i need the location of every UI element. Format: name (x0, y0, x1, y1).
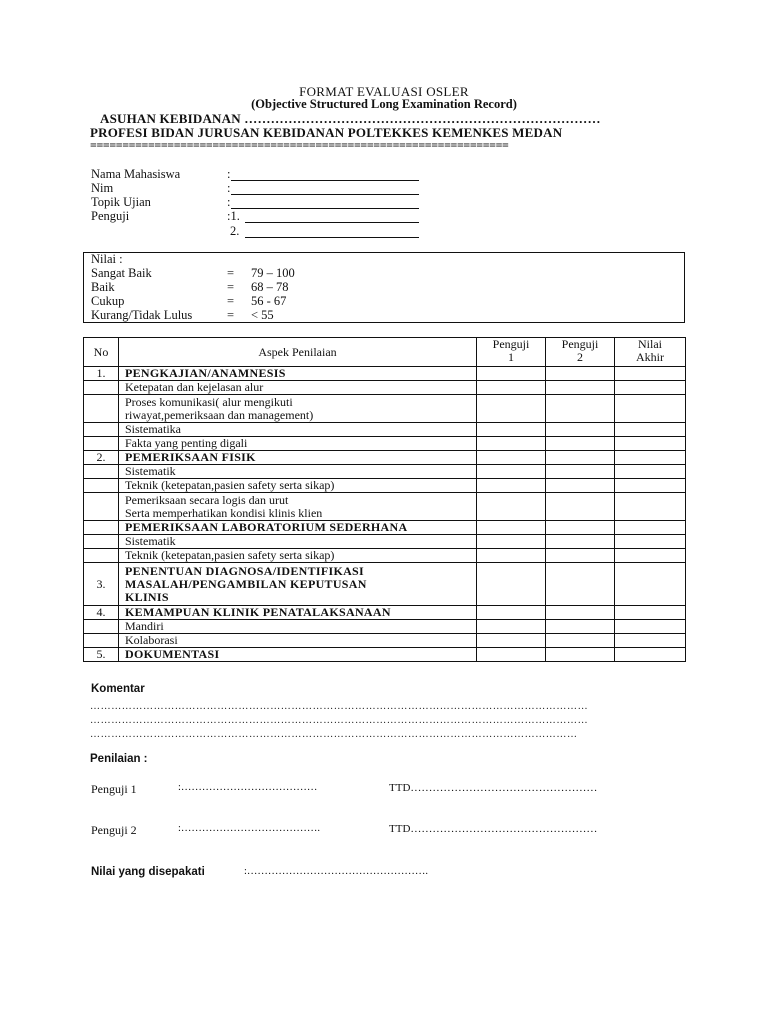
form-title: FORMAT EVALUASI OSLER (299, 84, 469, 99)
table-row (84, 549, 686, 563)
grade-row-sangat-baik (91, 266, 681, 281)
row-no (84, 521, 119, 535)
nama-mahasiswa-field[interactable] (231, 180, 419, 181)
penguji-label: Penguji (91, 209, 130, 223)
table-row (84, 493, 686, 521)
penguji1-cell[interactable] (477, 535, 546, 549)
penguji2-cell[interactable] (546, 634, 615, 648)
penguji1-cell[interactable] (477, 606, 546, 620)
grade-range: 79 – 100 (251, 266, 295, 280)
penguji2-cell[interactable] (546, 493, 615, 521)
nilai-akhir-cell[interactable] (615, 381, 686, 395)
row-no: 5. (84, 648, 119, 662)
penguji2-prefix: 2. (230, 224, 240, 238)
nilai-akhir-cell[interactable] (615, 606, 686, 620)
nilai-akhir-cell[interactable] (615, 521, 686, 535)
nilai-akhir-cell[interactable] (615, 437, 686, 451)
penguji2-cell[interactable] (546, 367, 615, 381)
penguji2-cell[interactable] (546, 606, 615, 620)
table-row (84, 563, 686, 606)
penguji2-cell[interactable] (546, 423, 615, 437)
penguji1-cell[interactable] (477, 465, 546, 479)
penguji2-cell[interactable] (546, 535, 615, 549)
nilai-akhir-cell[interactable] (615, 634, 686, 648)
penguji2-cell[interactable] (546, 549, 615, 563)
nilai-akhir-cell[interactable] (615, 423, 686, 437)
row-aspek: Proses komunikasi( alur mengikuti riwayat,pemeriksaan dan management) (119, 395, 477, 423)
penguji1-sign-field[interactable]: :………………………………… (178, 782, 318, 793)
row-no (84, 423, 119, 437)
table-row (84, 535, 686, 549)
table-row (84, 367, 686, 381)
penguji1-cell[interactable] (477, 381, 546, 395)
row-aspek: Pemeriksaan secara logis dan urut Serta memperhatikan kondisi klinis klien (119, 493, 477, 521)
penguji2-field[interactable] (245, 237, 419, 238)
grade-equals: = (227, 266, 235, 280)
nilai-akhir-cell[interactable] (615, 465, 686, 479)
table-row (84, 423, 686, 437)
header-no: No (84, 338, 119, 367)
row-no (84, 535, 119, 549)
nim-label: Nim (91, 181, 114, 195)
nilai-akhir-cell[interactable] (615, 549, 686, 563)
penguji1-cell[interactable] (477, 493, 546, 521)
penguji2-cell[interactable] (546, 395, 615, 423)
nilai-akhir-cell[interactable] (615, 620, 686, 634)
row-aspek: DOKUMENTASI (119, 648, 477, 662)
header-aspek: Aspek Penilaian (119, 338, 477, 367)
penguji1-cell[interactable] (477, 451, 546, 465)
grading-label: Nilai : (91, 252, 123, 266)
nama-mahasiswa-label: Nama Mahasiswa (91, 167, 181, 181)
row-aspek: KEMAMPUAN KLINIK PENATALAKSANAAN (119, 606, 477, 620)
row-no: 1. (84, 367, 119, 381)
komentar-line-1[interactable]: …………………………………………………………………………………………………………………………… (90, 701, 589, 712)
penguji1-cell[interactable] (477, 563, 546, 606)
penguji2-cell[interactable] (546, 381, 615, 395)
penguji1-cell[interactable] (477, 521, 546, 535)
nilai-akhir-cell[interactable] (615, 535, 686, 549)
table-row (84, 381, 686, 395)
penguji2-cell[interactable] (546, 437, 615, 451)
header-divider: ================================================================= (90, 138, 509, 152)
nama-colon: : (227, 167, 231, 181)
topik-ujian-field[interactable] (231, 208, 419, 209)
table-row (84, 395, 686, 423)
row-no: 2. (84, 451, 119, 465)
topik-ujian-label: Topik Ujian (91, 195, 151, 209)
nilai-akhir-cell[interactable] (615, 395, 686, 423)
nilai-akhir-cell[interactable] (615, 493, 686, 521)
grade-row-cukup (91, 294, 681, 309)
row-no (84, 465, 119, 479)
grade-range: 68 – 78 (251, 280, 289, 294)
nilai-akhir-cell[interactable] (615, 479, 686, 493)
table-row (84, 479, 686, 493)
row-aspek: Sistematika (119, 423, 477, 437)
ttd2-field[interactable]: TTD…………………………………………… (389, 823, 598, 835)
penguji1-cell[interactable] (477, 634, 546, 648)
table-header-row (84, 338, 686, 367)
row-no (84, 634, 119, 648)
ttd1-field[interactable]: TTD…………………………………………… (389, 782, 598, 794)
row-no (84, 493, 119, 521)
institution-line: PROFESI BIDAN JURUSAN KEBIDANAN POLTEKKES KEMENKES MEDAN (90, 125, 563, 140)
row-aspek: PEMERIKSAAN FISIK (119, 451, 477, 465)
penguji1-cell[interactable] (477, 479, 546, 493)
table-row (84, 451, 686, 465)
row-no (84, 479, 119, 493)
penguji2-cell[interactable] (546, 479, 615, 493)
penguji1-cell[interactable] (477, 437, 546, 451)
komentar-label: Komentar (91, 683, 145, 695)
penilaian-label: Penilaian : (90, 753, 148, 765)
row-aspek: Mandiri (119, 620, 477, 634)
nilai-disepakati-field[interactable]: :……………………………………………. (244, 866, 429, 877)
penguji2-cell[interactable] (546, 451, 615, 465)
penguji1-cell[interactable] (477, 648, 546, 662)
grading-scale-box (83, 252, 685, 323)
row-aspek: Fakta yang penting digali (119, 437, 477, 451)
penguji1-prefix: :1. (227, 209, 240, 223)
grade-name: Kurang/Tidak Lulus (91, 308, 193, 322)
asuhan-kebidanan-line: ASUHAN KEBIDANAN ……………………………………………………………………… (100, 111, 601, 126)
penguji1-cell[interactable] (477, 423, 546, 437)
penguji1-cell[interactable] (477, 367, 546, 381)
row-aspek: Sistematik (119, 465, 477, 479)
penguji2-sign-field[interactable]: :…………………………………. (178, 823, 321, 834)
row-aspek: PEMERIKSAAN LABORATORIUM SEDERHANA (119, 521, 477, 535)
table-row (84, 465, 686, 479)
table-row (84, 648, 686, 662)
nilai-akhir-cell[interactable] (615, 648, 686, 662)
penguji2-cell[interactable] (546, 521, 615, 535)
penguji1-sign-label: Penguji 1 (91, 782, 137, 796)
grade-equals: = (227, 280, 235, 294)
grade-equals: = (227, 308, 235, 322)
grade-row-kurang (91, 308, 681, 323)
nilai-akhir-cell[interactable] (615, 367, 686, 381)
header-penguji1: Penguji 1 (477, 338, 546, 367)
penguji2-cell[interactable] (546, 648, 615, 662)
nilai-akhir-cell[interactable] (615, 451, 686, 465)
penguji1-cell[interactable] (477, 549, 546, 563)
row-aspek: PENGKAJIAN/ANAMNESIS (119, 367, 477, 381)
table-row (84, 437, 686, 451)
row-no: 3. (84, 563, 119, 606)
penguji2-cell[interactable] (546, 465, 615, 479)
row-no (84, 620, 119, 634)
grade-name: Cukup (91, 294, 125, 308)
grade-name: Sangat Baik (91, 266, 152, 280)
form-subtitle: (Objective Structured Long Examination Record) (251, 97, 517, 111)
row-aspek: Sistematik (119, 535, 477, 549)
penguji2-sign-label: Penguji 2 (91, 823, 137, 837)
row-aspek: Teknik (ketepatan,pasien safety serta sikap) (119, 479, 477, 493)
komentar-line-2[interactable]: …………………………………………………………………………………………………………………………… (90, 715, 589, 726)
grade-row-baik (91, 280, 681, 295)
row-aspek: Kolaborasi (119, 634, 477, 648)
row-no (84, 395, 119, 423)
table-row (84, 606, 686, 620)
komentar-line-3[interactable]: ………………………………………………………………………………………………………………………… (90, 729, 578, 740)
row-aspek: PENENTUAN DIAGNOSA/IDENTIFIKASI MASALAH/PENGAMBILAN KEPUTUSAN KLINIS (119, 563, 477, 606)
header-penguji2: Penguji 2 (546, 338, 615, 367)
grade-name: Baik (91, 280, 115, 294)
table-row (84, 521, 686, 535)
row-no: 4. (84, 606, 119, 620)
penguji2-cell[interactable] (546, 563, 615, 606)
table-row (84, 634, 686, 648)
topik-colon: : (227, 195, 231, 209)
nim-field[interactable] (231, 194, 419, 195)
nilai-akhir-cell[interactable] (615, 563, 686, 606)
penguji1-cell[interactable] (477, 620, 546, 634)
row-no (84, 381, 119, 395)
nilai-disepakati-label: Nilai yang disepakati (91, 866, 205, 878)
row-aspek: Ketepatan dan kejelasan alur (119, 381, 477, 395)
header-nilai-akhir: Nilai Akhir (615, 338, 686, 367)
grade-range: 56 - 67 (251, 294, 287, 308)
penguji1-field[interactable] (245, 222, 419, 223)
assessment-table (83, 337, 686, 662)
grade-range: < 55 (251, 308, 274, 322)
row-no (84, 549, 119, 563)
penguji2-cell[interactable] (546, 620, 615, 634)
grade-equals: = (227, 294, 235, 308)
table-row (84, 620, 686, 634)
row-no (84, 437, 119, 451)
nim-colon: : (227, 181, 231, 195)
row-aspek: Teknik (ketepatan,pasien safety serta sikap) (119, 549, 477, 563)
penguji1-cell[interactable] (477, 395, 546, 423)
